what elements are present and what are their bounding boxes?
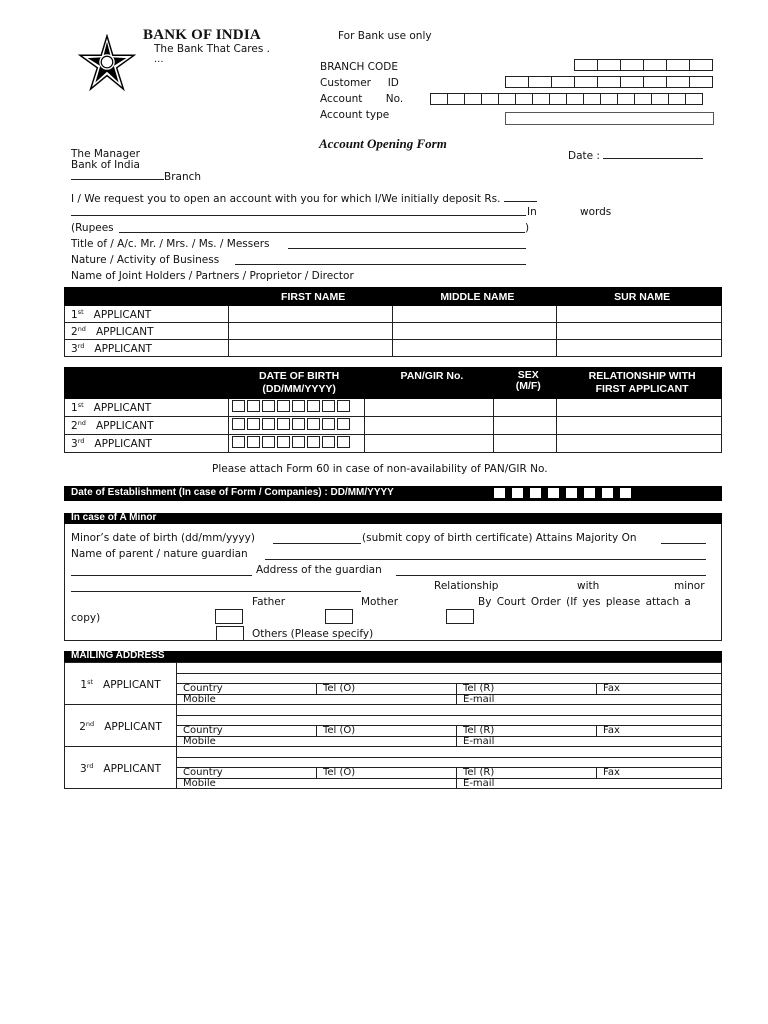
address-line-2[interactable] [177,757,722,768]
fax-field[interactable]: Fax [597,684,722,695]
tel-r-field[interactable]: Tel (R) [457,684,597,695]
father-checkbox[interactable] [215,609,243,624]
majority-date-field[interactable] [661,532,706,544]
rupees-label: (Rupees [71,222,114,234]
deposit-amount-field[interactable] [504,191,537,202]
bank-tagline: The Bank That Cares . [154,43,270,55]
tel-o-field[interactable]: Tel (O) [317,768,457,779]
details-table [64,367,722,453]
applicant-label: 3rd APPLICANT [65,340,229,357]
with-word: with [577,580,600,592]
title-field[interactable] [288,238,526,249]
in-label: In [527,206,537,218]
branch-line [71,169,201,183]
surname-cell[interactable] [557,306,722,323]
relationship-cell[interactable] [557,417,722,435]
applicant-label: 1st APPLICANT [65,663,177,705]
middle-name-cell[interactable] [392,323,557,340]
bank-logo-star-icon [78,34,136,92]
dob-boxes[interactable] [228,399,364,417]
applicant-label: 2nd APPLICANT [65,323,229,340]
words-label: words [580,206,612,218]
customer-id-label: Customer ID [320,77,399,89]
establishment-date-boxes[interactable] [494,488,638,501]
table-row [65,705,722,716]
applicant-label: 1st APPLICANT [65,306,229,323]
guardian-name-field[interactable] [71,564,252,576]
joint-holders-label: Name of Joint Holders / Partners / Proprietor / Director [71,270,354,282]
sex-cell[interactable] [494,435,557,453]
form60-note: Please attach Form 60 in case of non-availability of PAN/GIR No. [212,463,548,475]
parent-field[interactable] [265,548,706,560]
establishment-label: Date of Establishment (In case of Form / Companies) : DD/MM/YYYY [71,487,394,498]
customer-id-boxes[interactable] [505,76,712,88]
fax-field[interactable]: Fax [597,726,722,737]
pan-cell[interactable] [364,417,494,435]
dob-boxes[interactable] [228,435,364,453]
date-line [568,148,703,162]
table-row [65,323,722,340]
pan-header: PAN/GIR No. [364,368,494,399]
table-row [65,747,722,758]
surname-cell[interactable] [557,323,722,340]
pan-cell[interactable] [364,399,494,417]
mobile-field[interactable]: Mobile [177,694,457,705]
parent-label: Name of parent / nature guardian [71,548,248,560]
addressee-line1: The Manager [71,148,140,160]
address-line-2[interactable] [177,715,722,726]
relationship-cell[interactable] [557,399,722,417]
fax-field[interactable]: Fax [597,768,722,779]
relationship-header: RELATIONSHIP WITH FIRST APPLICANT [557,368,722,399]
middle-name-cell[interactable] [392,306,557,323]
minor-dob-note: (submit copy of birth certificate) Attains Majority On [362,532,637,544]
address-line-1[interactable] [177,663,722,674]
amount-words-field[interactable] [71,205,526,216]
middle-name-header: MIDDLE NAME [392,288,557,306]
account-type-field[interactable] [505,112,714,125]
dob-boxes[interactable] [228,417,364,435]
surname-cell[interactable] [557,340,722,357]
nature-label: Nature / Activity of Business [71,254,220,266]
guardian-address-label: Address of the guardian [256,564,382,576]
branch-code-boxes[interactable] [574,59,712,71]
email-field[interactable]: E-mail [457,694,722,705]
addressee-line2: Bank of India [71,159,140,171]
relationship-word: Relationship [434,580,499,592]
country-field[interactable]: Country [177,768,317,779]
account-type-label: Account type [320,109,390,121]
court-order-label: By Court Order (If yes please attach a [478,596,691,608]
nature-field[interactable] [235,254,526,265]
bank-use-only-label: For Bank use only [338,30,432,42]
mobile-field[interactable]: Mobile [177,778,457,789]
tagline-dots: ... [154,54,164,65]
rupees-close: ) [525,222,530,234]
email-field[interactable]: E-mail [457,778,722,789]
pan-cell[interactable] [364,435,494,453]
mobile-field[interactable]: Mobile [177,736,457,747]
tel-r-field[interactable]: Tel (R) [457,726,597,737]
others-label: Others (Please specify) [252,628,374,640]
dob-header: DATE OF BIRTH (DD/MM/YYYY) [228,368,364,399]
date-field[interactable] [603,148,703,159]
table-row [65,663,722,674]
father-label: Father [252,596,286,608]
account-no-boxes[interactable] [430,93,702,105]
mailing-table [64,662,722,789]
address-line-1[interactable] [177,705,722,716]
establishment-bar [64,486,722,501]
country-field[interactable]: Country [177,726,317,737]
bank-name: BANK OF INDIA [143,27,261,43]
guardian-address-field-2[interactable] [71,580,361,592]
address-line-2[interactable] [177,673,722,684]
copy-label: copy) [71,612,101,624]
branch-suffix: Branch [164,171,202,183]
table-row [65,399,722,417]
table-row [65,340,722,357]
mother-label: Mother [361,596,399,608]
middle-name-cell[interactable] [392,340,557,357]
mailing-header: MAILING ADDRESS [64,651,722,662]
sex-cell[interactable] [494,417,557,435]
address-line-1[interactable] [177,747,722,758]
mother-checkbox[interactable] [325,609,353,624]
country-field[interactable]: Country [177,684,317,695]
applicant-label: 3rd APPLICANT [65,747,177,789]
email-field[interactable]: E-mail [457,736,722,747]
table-row [65,417,722,435]
applicant-label: 3rd APPLICANT [65,435,229,453]
minor-word: minor [674,580,705,592]
tel-o-field[interactable]: Tel (O) [317,726,457,737]
branch-name-field[interactable] [71,169,164,180]
first-name-cell[interactable] [228,323,392,340]
branch-code-label: BRANCH CODE [320,61,398,73]
form-title: Account Opening Form [319,136,447,151]
minor-dob-label: Minor’s date of birth (dd/mm/yyyy) [71,532,255,544]
names-table [64,287,722,357]
applicant-label: 2nd APPLICANT [65,705,177,747]
deposit-text: I / We request you to open an account with you for which I/We initially deposit Rs. [71,193,501,205]
first-name-header: FIRST NAME [228,288,392,306]
rupees-field[interactable] [119,222,525,233]
table-row [65,435,722,453]
first-name-cell[interactable] [228,340,392,357]
applicant-label: 2nd APPLICANT [65,417,229,435]
sex-cell[interactable] [494,399,557,417]
title-label: Title of / A/c. Mr. / Mrs. / Ms. / Messers [71,238,270,250]
sex-header: SEX (M/F) [494,368,557,399]
others-checkbox[interactable] [216,626,244,641]
table-row [65,306,722,323]
tel-o-field[interactable]: Tel (O) [317,684,457,695]
tel-r-field[interactable]: Tel (R) [457,768,597,779]
surname-header: SUR NAME [557,288,722,306]
applicant-label: 1st APPLICANT [65,399,229,417]
deposit-line [71,191,537,205]
account-no-label: Account No. [320,93,404,105]
relationship-cell[interactable] [557,435,722,453]
first-name-cell[interactable] [228,306,392,323]
date-label: Date : [568,150,600,162]
court-order-checkbox[interactable] [446,609,474,624]
minor-header: In case of A Minor [64,513,722,524]
minor-dob-field[interactable] [273,532,361,544]
guardian-address-field[interactable] [396,564,706,576]
